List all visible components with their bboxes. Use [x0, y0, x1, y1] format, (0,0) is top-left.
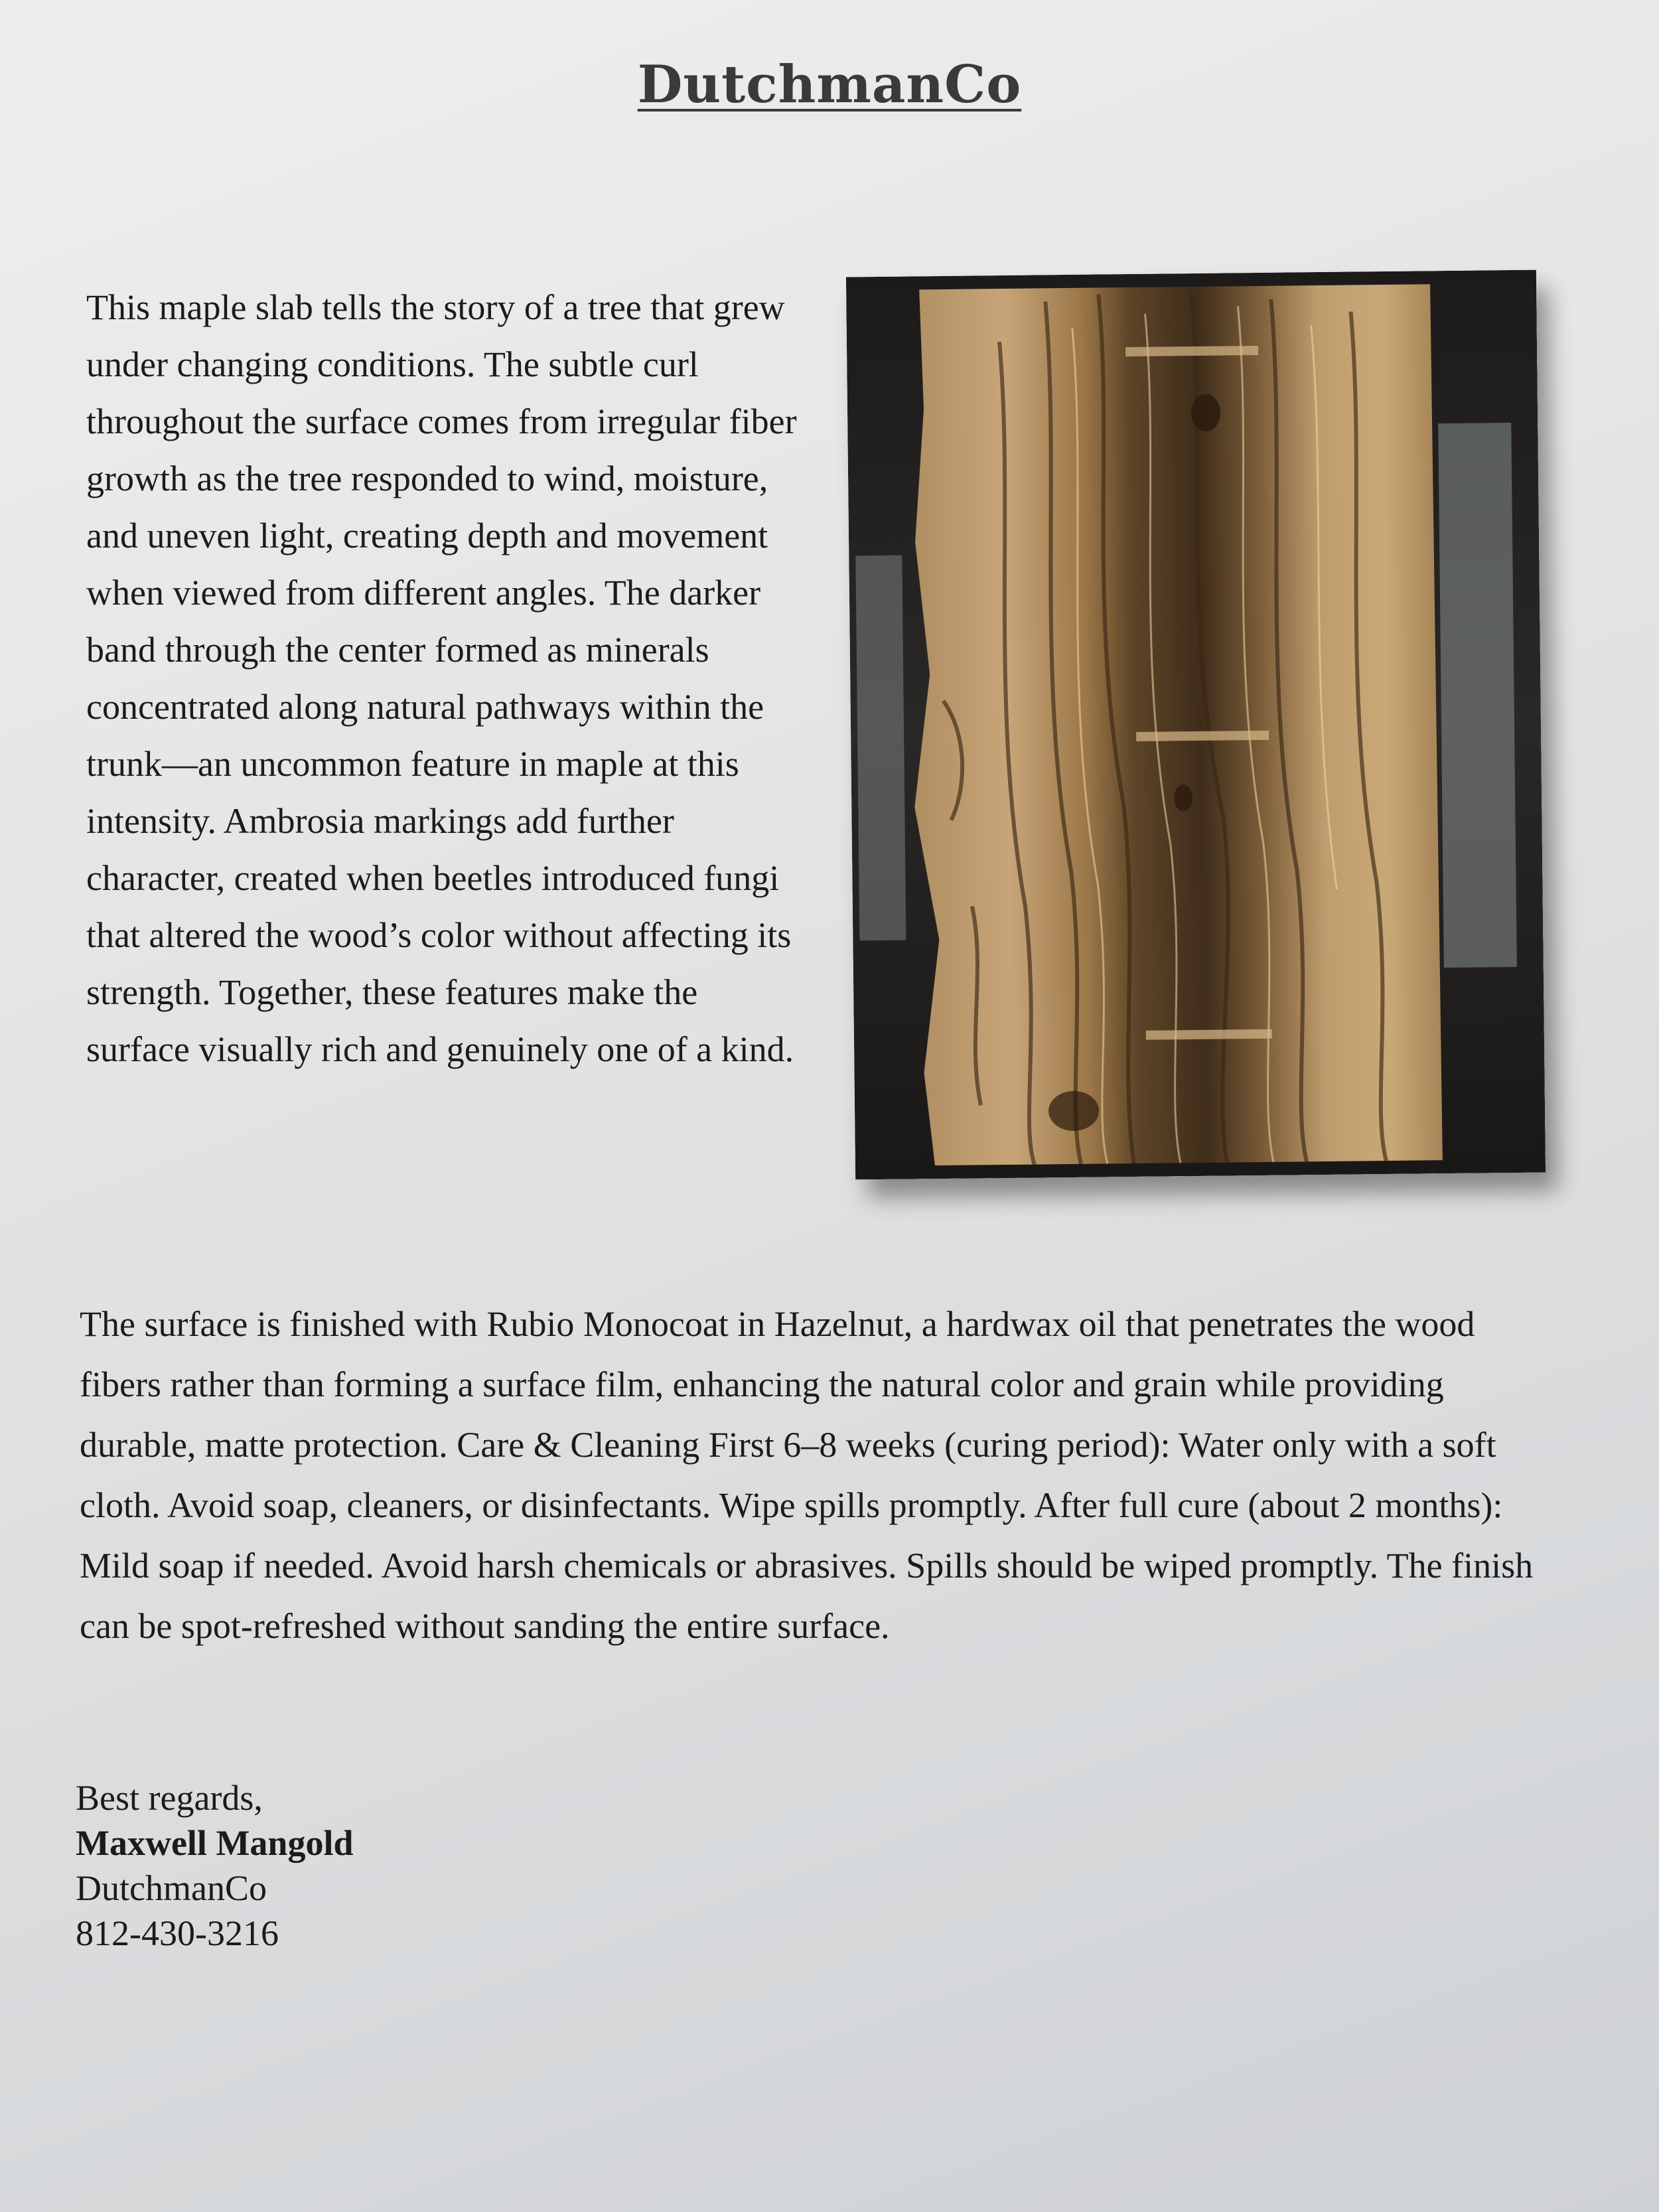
butterfly-key-middle — [1136, 731, 1269, 741]
closing-line: Best regards, — [76, 1778, 263, 1818]
maple-slab-photo — [846, 270, 1546, 1180]
slab-image — [846, 270, 1546, 1180]
brand-title: DutchmanCo — [637, 54, 1022, 115]
finish-care-paragraph: The surface is finished with Rubio Monocoat in Hazelnut, a hardwax oil that penetrates the wood fibers rather than forming a surface film, enhancing the natural color and grain while providing durable, matte protection. Care & Cleaning First 6–8 weeks (curing period): Water only with a soft cloth. Avoid soap, cleaners, or disinfectants. Wipe spills promptly. After full cure (about 2 months): Mild soap if needed. Avoid harsh chemicals or abrasives. Spills should be wiped promptly. The finish can be spot-refreshed without sanding the entire surface. — [80, 1304, 1534, 1646]
background-window — [1438, 423, 1517, 968]
signer-phone: 812-430-3216 — [76, 1913, 279, 1953]
signer-name: Maxwell Mangold — [76, 1823, 354, 1863]
signer-company: DutchmanCo — [76, 1868, 267, 1908]
butterfly-key-top — [1125, 346, 1258, 356]
signature-block — [76, 1775, 353, 1956]
background-siding — [855, 555, 906, 941]
butterfly-key-bottom — [1146, 1029, 1272, 1040]
intro-paragraph: This maple slab tells the story of a tree that grew under changing conditions. The subtle curl throughout the surface comes from irregular fiber growth as the tree responded to wind, moisture, and uneven light, creating depth and movement when viewed from different angles. The darker band through the center formed as minerals concentrated along natural pathways within the trunk—an uncommon feature in maple at this intensity. Ambrosia markings add further character, created when beetles introduced fungi that altered the wood’s color without affecting its strength. Together, these features make the surface visually rich and genuinely one of a kind. — [86, 287, 797, 1069]
page-title — [0, 54, 1659, 115]
